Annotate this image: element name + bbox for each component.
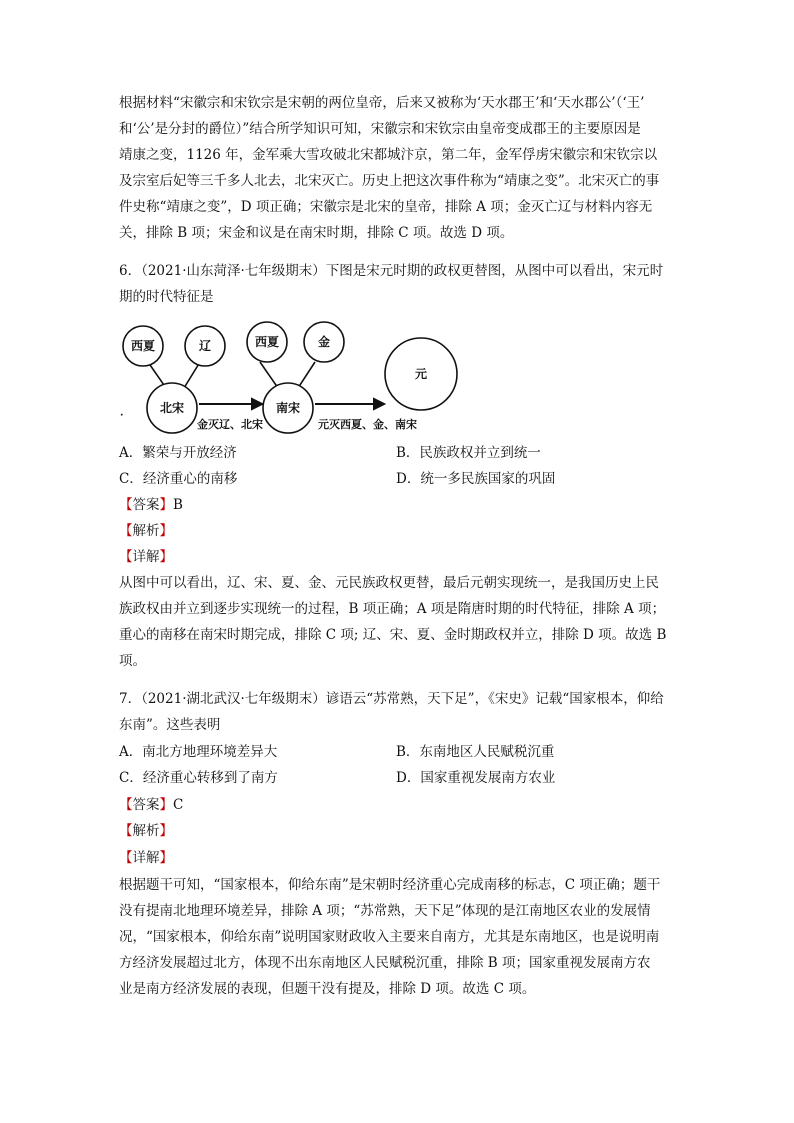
arrow-label: 元灭西夏、金、南宋 <box>318 418 417 431</box>
question-6-options <box>119 440 682 492</box>
text-line: 没有提南北地理环境差异，排除 A 项；“苏常熟，天下足”体现的是江南地区农业的发展情 <box>119 903 651 919</box>
option-d[interactable]: D．国家重视发展南方农业 <box>396 770 556 786</box>
answer-value: B <box>173 497 183 513</box>
text-line: 根据材料“宋徽宗和宋钦宗是宋朝的两位皇帝，后来又被称为‘天水郡王’和‘天水郡公’（‘王’ <box>119 95 645 111</box>
text-line: 东南”。这些表明 <box>119 717 221 733</box>
text-line: 7．（2021·湖北武汉·七年级期末）谚语云“苏常熟，天下足”，《宋史》记载“国家根本，仰给 <box>119 691 664 707</box>
analysis-tag: 【解析】 <box>119 523 173 539</box>
text-line: 靖康之变，1126 年，金军乘大雪攻破北宋都城汴京，第二年，金军俘虏宋徽宗和宋钦宗以 <box>119 147 658 163</box>
answer-tag: 【答案】B <box>119 497 183 513</box>
option-b[interactable]: B．民族政权并立到统一 <box>396 445 541 461</box>
answer-value: C <box>173 797 184 813</box>
option-c[interactable]: C．经济重心的南移 <box>119 471 238 487</box>
question-6-stem <box>119 258 682 310</box>
node-label: 金 <box>317 335 331 349</box>
text-line: 及宗室后妃等三千多人北去，北宋灭亡。历史上把这次事件称为“靖康之变”。北宋灭亡的事 <box>119 173 660 189</box>
text-line: 况，“国家根本，仰给东南”说明国家财政收入主要来自南方，尤其是东南地区，也是说明南 <box>119 929 660 945</box>
option-d[interactable]: D．统一多民族国家的巩固 <box>396 471 556 487</box>
arrow-label: 金灭辽、北宋 <box>197 418 263 431</box>
text-line: 关，排除 B 项；宋金和议是在南宋时期，排除 C 项。故选 D 项。 <box>119 225 514 241</box>
analysis-tag: 【解析】 <box>119 823 173 839</box>
node-label: 南宋 <box>275 401 301 415</box>
option-b[interactable]: B．东南地区人民赋税沉重 <box>396 744 555 760</box>
node-label: 北宋 <box>159 401 185 415</box>
text-line: 期的时代特征是 <box>119 289 214 305</box>
text-line: 方经济发展超过北方，体现不出东南地区人民赋税沉重，排除 B 项；国家重视发展南方农 <box>119 955 651 971</box>
text-line: 和‘公’是分封的爵位）”结合所学知识可知，宋徽宗和宋钦宗由皇帝变成郡王的主要原因是 <box>119 121 641 137</box>
option-c[interactable]: C．经济重心转移到了南方 <box>119 770 278 786</box>
prev-explanation <box>119 90 682 246</box>
detail-tag: 【详解】 <box>119 850 173 866</box>
text-line: 件史称“靖康之变”，D 项正确；宋徽宗是北宋的皇帝，排除 A 项；金灭亡辽与材料内容无 <box>119 199 653 215</box>
node-label: 辽 <box>198 339 212 353</box>
text-line: 6．（2021·山东菏泽·七年级期末）下图是宋元时期的政权更替图，从图中可以看出，宋元时 <box>119 263 664 279</box>
text-line: 从图中可以看出，辽、宋、夏、金、元民族政权更替，最后元朝实现统一，是我国历史上民 <box>119 575 659 591</box>
node-label: 西夏 <box>254 335 280 349</box>
text-line: 族政权由并立到逐步实现统一的过程，B 项正确；A 项是隋唐时期的时代特征，排除 A 项； <box>119 601 666 617</box>
node-label: 元 <box>414 367 428 381</box>
question-6-detail <box>119 570 682 674</box>
option-a[interactable]: A．南北方地理环境差异大 <box>119 744 278 760</box>
answer-tag: 【答案】C <box>119 797 184 813</box>
text-line: 根据题干可知，“国家根本，仰给东南”是宋朝时经济重心完成南移的标志，C 项正确；题干 <box>119 877 661 893</box>
text-line: 重心的南移在南宋时期完成，排除 C 项; 辽、宋、夏、金时期政权并立，排除 D 项。故选 B <box>119 627 667 643</box>
stray-dot: · <box>120 411 124 421</box>
question-7-detail <box>119 872 682 1002</box>
question-7-stem <box>119 686 682 738</box>
text-line: 业是南方经济发展的表现，但题干没有提及，排除 D 项。故选 C 项。 <box>119 981 536 997</box>
node-label: 西夏 <box>130 339 156 353</box>
regime-change-diagram <box>110 312 470 442</box>
question-7-options <box>119 739 682 791</box>
detail-tag: 【详解】 <box>119 549 173 565</box>
text-line: 项。 <box>119 653 146 669</box>
option-a[interactable]: A．繁荣与开放经济 <box>119 445 237 461</box>
